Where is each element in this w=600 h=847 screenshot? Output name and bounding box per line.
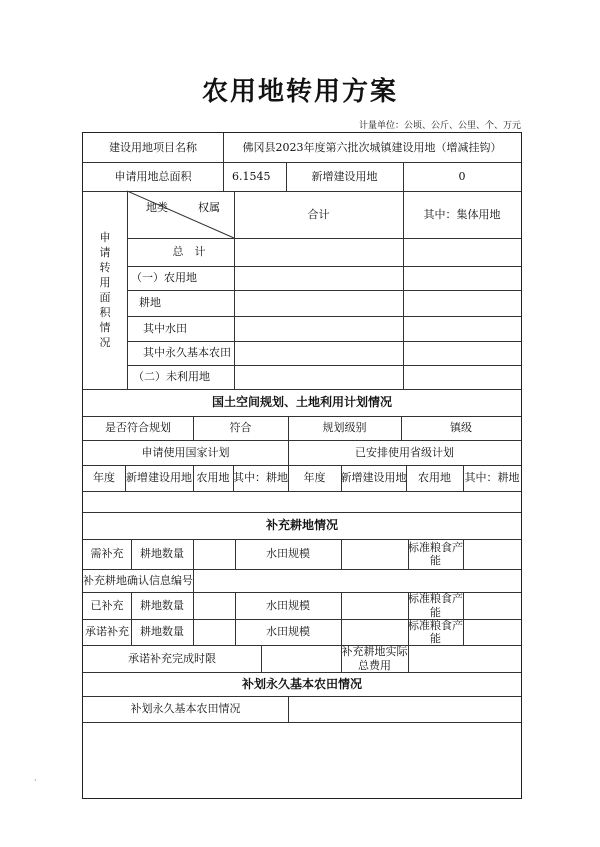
row-grand-total: 总 计 xyxy=(172,245,206,259)
project-name-label: 建设用地项目名称 xyxy=(109,140,197,154)
actual-cost-label: 补充耕地实际总费用 xyxy=(341,645,408,672)
plan-level-value: 镇级 xyxy=(450,421,472,435)
scan-mark: · xyxy=(34,776,37,785)
basic-farmland-section-title: 补划永久基本农田情况 xyxy=(241,676,362,691)
provincial-year-col: 年度 xyxy=(303,471,326,485)
row-paddy-field: 其中水田 xyxy=(143,321,187,335)
need-paddy-label: 水田规模 xyxy=(266,547,310,561)
provincial-plan-label: 已安排使用省级计划 xyxy=(355,445,454,459)
row-permanent-basic-farmland: 其中永久基本农田 xyxy=(143,346,231,360)
done-paddy-label: 水田规模 xyxy=(266,598,310,612)
plan-conformity-value: 符合 xyxy=(229,421,252,435)
need-supplement-label: 需补充 xyxy=(90,547,124,561)
document-title: 农用地转用方案 xyxy=(201,77,398,107)
national-year-col: 年度 xyxy=(93,471,115,485)
header-collective-land: 其中：集体用地 xyxy=(423,207,501,221)
planning-section-title: 国土空间规划、土地利用计划情况 xyxy=(211,395,392,410)
conversion-area-side-label: 申 请 转 用 面 积 情 况 xyxy=(99,231,111,349)
new-construction-label: 新增建设用地 xyxy=(311,169,378,183)
row-cultivated-land: 耕地 xyxy=(139,296,161,310)
basic-farmland-situation-label: 补划永久基本农田情况 xyxy=(130,702,241,716)
header-ownership: 权属 xyxy=(198,201,220,215)
row-unused-land: （二）未利用地 xyxy=(133,370,210,384)
confirm-code-label: 补充耕地确认信息编号 xyxy=(83,573,193,587)
header-land-type: 地类 xyxy=(146,201,168,215)
need-quantity-label: 耕地数量 xyxy=(140,547,184,561)
total-area-label: 申请用地总面积 xyxy=(114,169,192,183)
done-grain-capacity-label: 标准粮食产能 xyxy=(408,592,463,619)
promise-grain-capacity-label: 标准粮食产能 xyxy=(408,618,463,645)
need-grain-capacity-label: 标准粮食产能 xyxy=(408,540,463,567)
national-plan-label: 申请使用国家计划 xyxy=(141,445,230,459)
conversion-plan-form xyxy=(82,132,522,799)
row-agricultural-land: （一）农用地 xyxy=(131,271,197,285)
promise-deadline-label: 承诺补充完成时限 xyxy=(128,651,216,665)
project-name-value: 佛冈县2023年度第六批次城镇建设用地（增减挂钩） xyxy=(242,140,502,154)
total-area-value: 6.1545 xyxy=(232,169,271,183)
plan-conformity-label: 是否符合规划 xyxy=(105,421,171,435)
provincial-cultivated-col: 其中：耕地 xyxy=(464,471,520,485)
header-total: 合计 xyxy=(307,207,330,221)
promise-quantity-label: 耕地数量 xyxy=(140,625,184,639)
done-quantity-label: 耕地数量 xyxy=(140,598,184,612)
national-agricultural-col: 农用地 xyxy=(196,471,230,485)
provincial-agricultural-col: 农用地 xyxy=(418,471,451,485)
new-construction-value: 0 xyxy=(458,169,466,183)
promise-paddy-label: 水田规模 xyxy=(266,625,310,639)
promise-supplement-label: 承诺补充 xyxy=(85,625,129,639)
national-cultivated-col: 其中：耕地 xyxy=(233,471,288,485)
done-supplement-label: 已补充 xyxy=(90,598,124,612)
plan-level-label: 规划级别 xyxy=(322,421,367,435)
national-new-construction-col: 新增建设用地 xyxy=(126,471,192,485)
unit-note: 计量单位：公顷、公斤、公里、个、万元 xyxy=(358,121,521,131)
supplement-section-title: 补充耕地情况 xyxy=(265,518,338,533)
provincial-new-construction-col: 新增建设用地 xyxy=(340,471,407,485)
